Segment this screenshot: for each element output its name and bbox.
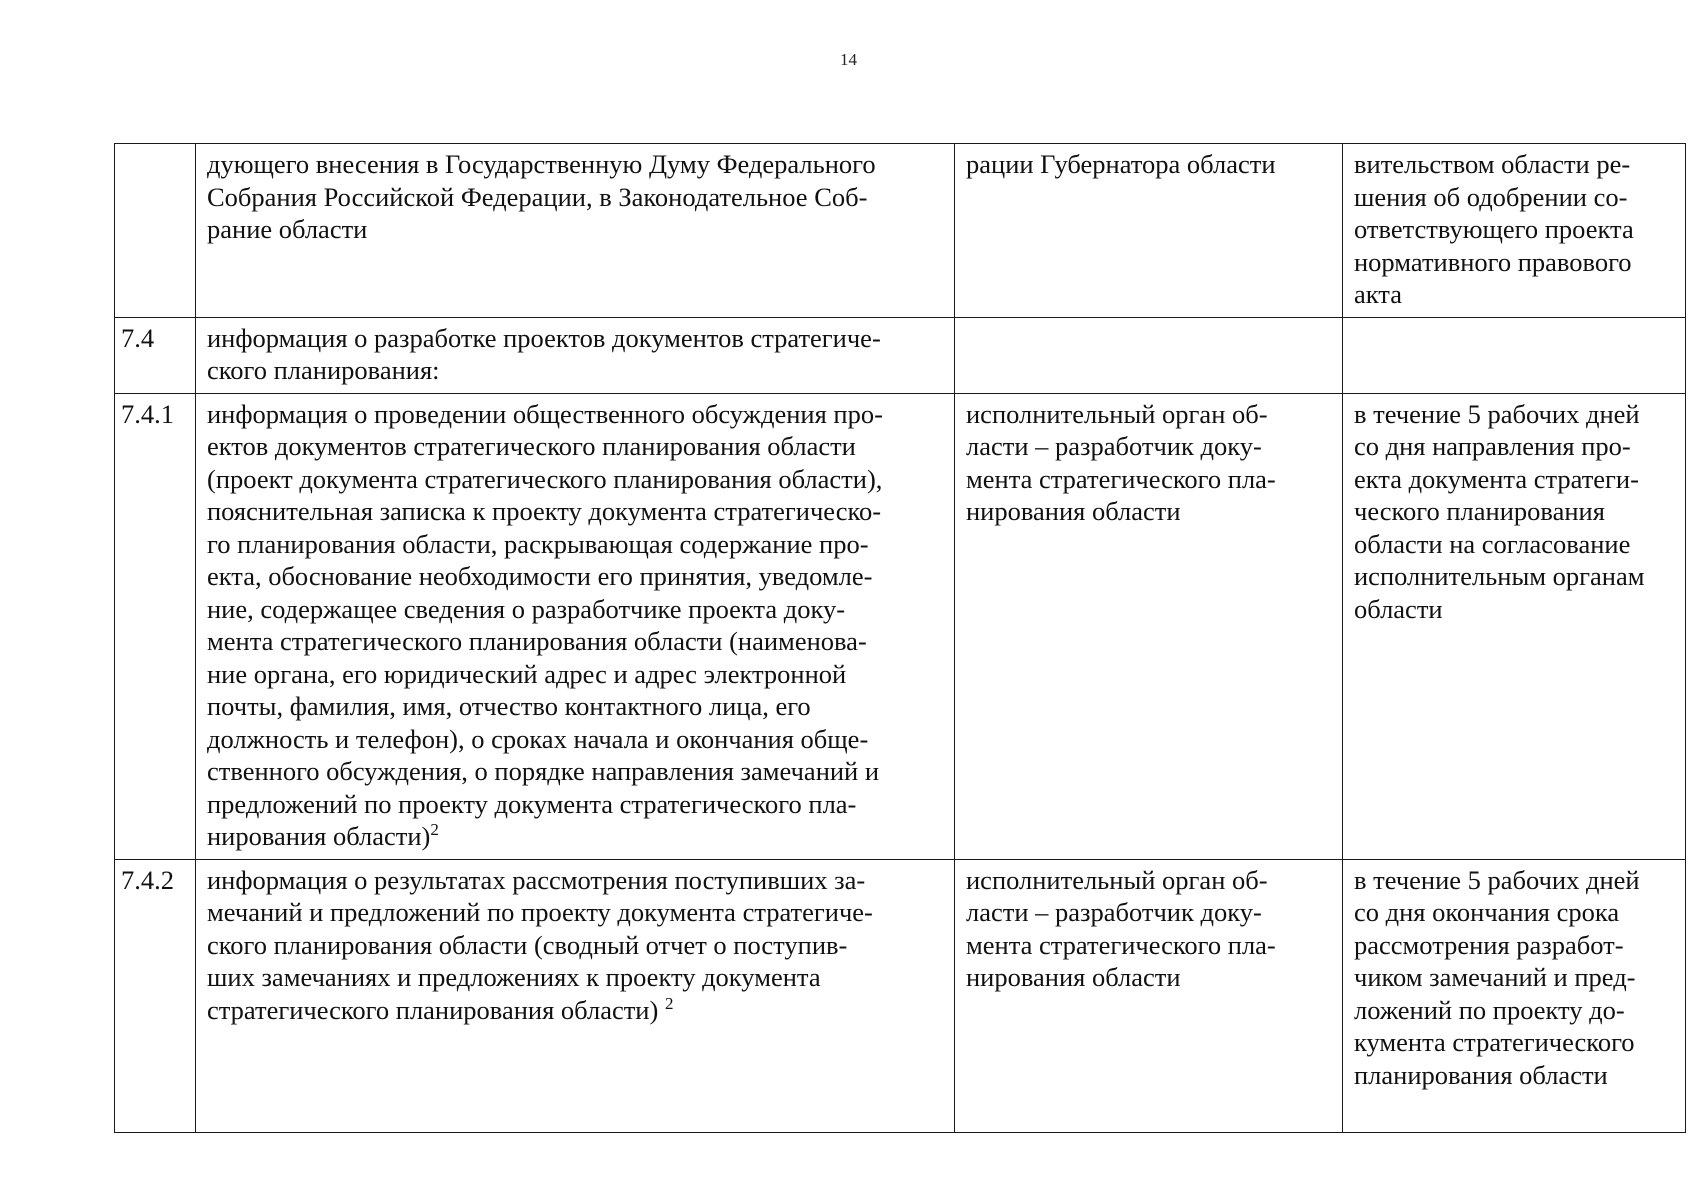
disclosure-table bbox=[114, 143, 1686, 1133]
term-cell: в течение 5 рабочих дней со дня окончания срока рассмотрения разработ- чиком замечаний и пред- ложений по проекту до- кумента стратегического планирования области bbox=[1343, 859, 1686, 1132]
table-row bbox=[115, 859, 1686, 1132]
table-row bbox=[115, 393, 1686, 859]
information-cell bbox=[196, 859, 955, 1132]
term-cell bbox=[1343, 317, 1686, 393]
item-number: 7.4.1 bbox=[115, 393, 196, 859]
table-row bbox=[115, 317, 1686, 393]
information-text: информация о результатах рассмотрения поступивших за- мечаний и предложений по проекту документа стратегиче- ского планирования области (сводный отчет о поступив- ших замечаниях и предложениях к проекту документа стратегического планирования области) bbox=[207, 864, 873, 1025]
responsible-cell bbox=[955, 317, 1343, 393]
footnote-marker: 2 bbox=[664, 993, 674, 1013]
footnote-marker: 2 bbox=[430, 820, 439, 840]
item-number: 7.4 bbox=[115, 317, 196, 393]
table-row bbox=[115, 144, 1686, 318]
information-cell: дующего внесения в Государственную Думу Федерального Собрания Российской Федерации, в Законодательное Соб- рание области bbox=[196, 144, 955, 318]
item-number: 7.4.2 bbox=[115, 859, 196, 1132]
item-number bbox=[115, 144, 196, 318]
page-number: 14 bbox=[840, 50, 857, 69]
term-cell: в течение 5 рабочих дней со дня направления про- екта документа стратеги- ческого планирования области на согласование исполнительным органам области bbox=[1343, 393, 1686, 859]
term-cell: вительством области ре- шения об одобрении со- ответствующего проекта нормативного правового акта bbox=[1343, 144, 1686, 318]
responsible-cell: исполнительный орган об- ласти – разработчик доку- мента стратегического пла- нирования области bbox=[955, 859, 1343, 1132]
responsible-cell: исполнительный орган об- ласти – разработчик доку- мента стратегического пла- нирования области bbox=[955, 393, 1343, 859]
responsible-cell: рации Губернатора области bbox=[955, 144, 1343, 318]
information-cell: информация о разработке проектов документов стратегиче- ского планирования: bbox=[196, 317, 955, 393]
information-text: информация о проведении общественного обсуждения про- ектов документов стратегического планирования области (проект документа стратегического планирования области), пояснительная записка к проекту документа стратегическо- го планирования области, раскрывающая содержание про- екта, обоснование необходимости его принятия, уведомле- ние, содержащее сведения о разработчике проекта доку- мента стратегического планирования области (наименова- ние органа, его юридический адрес и адрес электронной почты, фамилия, имя, отчество контактного лица, его должность и телефон), о сроках начала и окончания обще- ственного обсуждения, о порядке направления замечаний и предложений по проекту документа стратегического пла- нирования области) bbox=[207, 398, 883, 851]
information-cell bbox=[196, 393, 955, 859]
